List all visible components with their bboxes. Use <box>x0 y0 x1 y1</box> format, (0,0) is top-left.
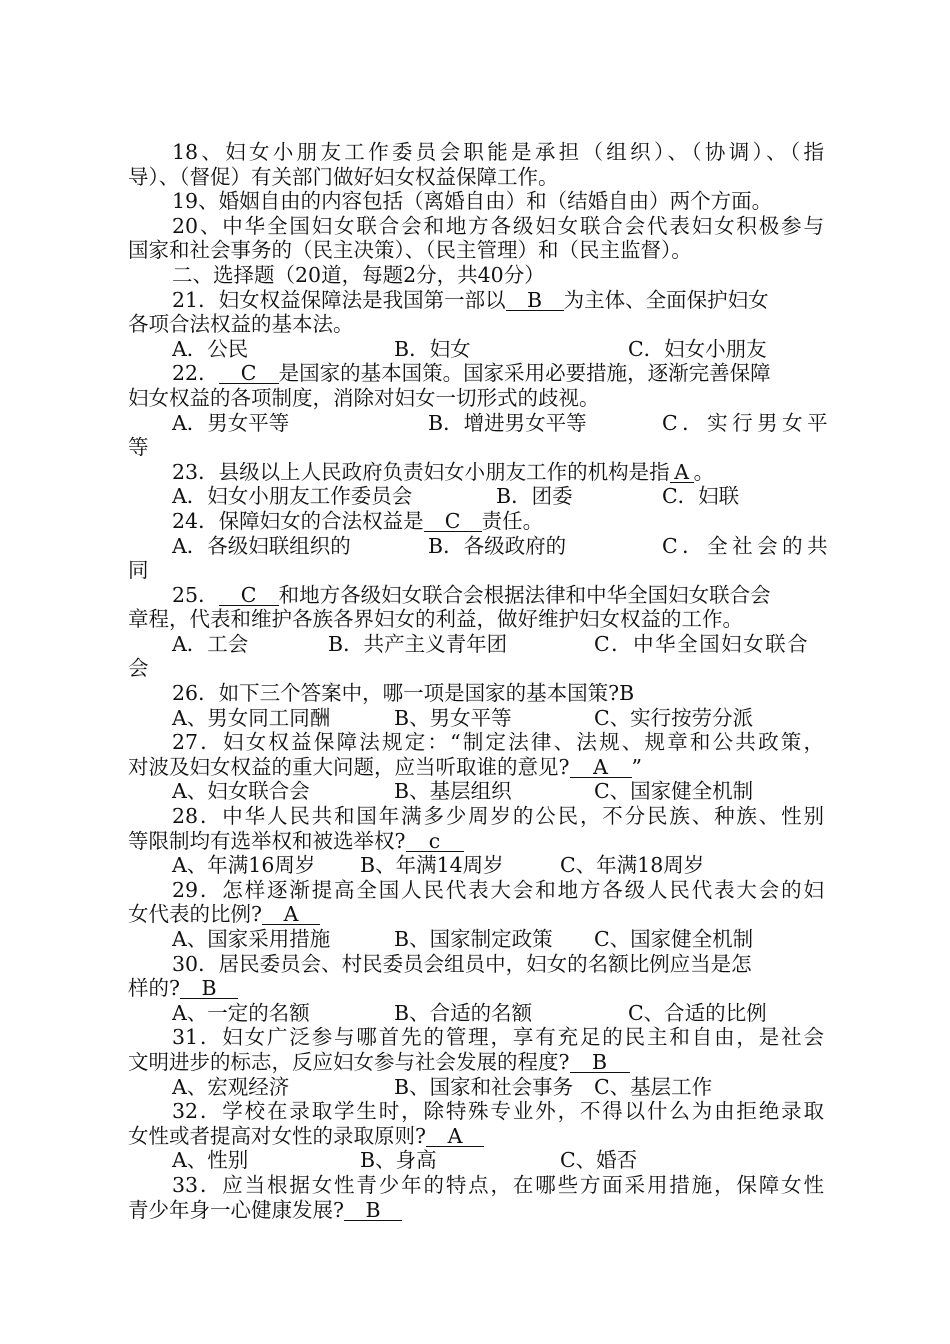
option-b: B．共产主义青年团 <box>328 631 508 656</box>
option-c: C．妇联 <box>662 484 740 509</box>
question-31: 31．妇女广泛参与哪首先的管理，享有充足的民主和自由，是社会 <box>172 1025 824 1050</box>
question-27-cont <box>128 755 824 780</box>
item-20-line-2: 国家和社会事务的（民主决策）、（民主管理）和（民主监督）。 <box>128 238 692 263</box>
option-a: A、男女同工同酬 <box>172 705 331 730</box>
option-a: A、国家采用措施 <box>172 927 331 951</box>
question-25-options <box>128 632 824 657</box>
question-23-options <box>128 484 824 509</box>
question-30: 30．居民委员会、村民委员会组员中，妇女的名额比例应当是怎 <box>172 951 752 976</box>
question-31-cont <box>128 1050 824 1075</box>
option-b: B．各级政府的 <box>428 533 567 558</box>
question-27: 27．妇女权益保障法规定：“制定法律、法规、规章和公共政策， <box>172 730 824 755</box>
question-text-tail: 。 <box>693 459 715 484</box>
answer-blank: A <box>262 904 320 925</box>
question-32-options <box>128 1148 824 1173</box>
option-b: B、年满14周岁 <box>360 853 504 878</box>
answer-blank: A <box>670 462 694 483</box>
question-21-options <box>128 337 824 362</box>
question-text: 样的? <box>128 976 180 1001</box>
option-c-wrap: 同 <box>128 558 149 583</box>
question-text: 青少年身一心健康发展? <box>128 1197 344 1222</box>
option-b: B．妇女 <box>394 336 471 361</box>
option-b: B、国家制定政策 <box>394 927 553 951</box>
option-b: B．增进男女平等 <box>428 410 587 435</box>
option-c: C、国家健全机制 <box>594 927 754 951</box>
question-text: 女性或者提高对女性的录取原则? <box>128 1123 426 1148</box>
question-30-options <box>128 1001 824 1026</box>
option-b: B、合适的名额 <box>394 1000 533 1025</box>
question-23 <box>128 460 824 485</box>
option-a: A．各级妇联组织的 <box>172 533 351 558</box>
question-text-tail: 责任。 <box>481 508 544 533</box>
document-page <box>128 140 833 1222</box>
option-a: A、年满16周岁 <box>172 853 316 878</box>
section-heading-choice: 二、选择题（20道，每题2分，共40分） <box>172 262 545 287</box>
question-33: 33．应当根据女性青少年的特点，在哪些方面采用措施，保障女性 <box>172 1172 824 1197</box>
option-c: C、基层工作 <box>594 1074 713 1099</box>
question-text-tail: ” <box>631 754 642 779</box>
option-c: C．实行男女平 <box>662 410 833 435</box>
item-18-line-1: 18、妇女小朋友工作委员会职能是承担（组织）、（协调）、（指 <box>172 140 824 164</box>
question-31-options <box>128 1075 824 1100</box>
item-20-line-1: 20、中华全国妇女联合会和地方各级妇女联合会代表妇女积极参与 <box>172 213 824 238</box>
question-22 <box>128 361 824 386</box>
option-a: A、妇女联合会 <box>172 779 310 804</box>
question-text: 24．保障妇女的合法权益是 <box>172 508 424 533</box>
question-22-cont: 妇女权益的各项制度，消除对妇女一切形式的歧视。 <box>128 385 600 410</box>
question-21-cont: 各项合法权益的基本法。 <box>128 312 354 337</box>
question-text-tail: 是国家的基本国策。国家采用必要措施，逐渐完善保障 <box>278 361 771 386</box>
option-c: C、合适的比例 <box>628 1000 767 1025</box>
question-text: 21．妇女权益保障法是我国第一部以 <box>172 287 506 312</box>
question-24-options <box>128 533 833 559</box>
answer-blank: B <box>344 1200 402 1221</box>
option-c: C．全社会的共 <box>662 533 833 558</box>
question-text: 对波及妇女权益的重大问题，应当听取谁的意见? <box>128 754 570 779</box>
option-c: C、国家健全机制 <box>594 779 754 804</box>
option-a: A、性别 <box>172 1148 249 1173</box>
question-28-options <box>128 853 824 878</box>
answer-blank: B <box>570 1052 630 1073</box>
question-text: 等限制均有选举权和被选举权? <box>128 828 406 853</box>
question-27-options <box>128 779 824 804</box>
question-21 <box>128 288 824 313</box>
option-a: A．男女平等 <box>172 410 290 435</box>
option-c: C、实行按劳分派 <box>594 705 754 730</box>
option-c: C、年满18周岁 <box>560 853 705 878</box>
item-18-line-2: 导）、（督促）有关部门做好妇女权益保障工作。 <box>128 164 559 189</box>
question-32-cont <box>128 1124 824 1149</box>
question-30-cont <box>128 976 824 1001</box>
answer-blank: c <box>406 831 464 852</box>
answer-blank: A <box>426 1126 484 1147</box>
question-text: 23．县级以上人民政府负责妇女小朋友工作的机构是指 <box>172 459 670 484</box>
question-24 <box>128 509 824 534</box>
question-33-cont <box>128 1198 824 1223</box>
question-text-tail: 和地方各级妇女联合会根据法律和中华全国妇女联合会 <box>278 582 771 607</box>
question-text-tail: 为主体、全面保护妇女 <box>563 287 769 312</box>
question-29-options <box>128 927 824 952</box>
answer-blank: A <box>570 757 632 778</box>
question-26: 26．如下三个答案中，哪一项是国家的基本国策?B <box>172 681 635 706</box>
question-29-cont <box>128 902 824 927</box>
option-b: B、基层组织 <box>394 779 512 804</box>
question-26-options <box>128 706 824 731</box>
option-c: C、婚否 <box>560 1148 638 1173</box>
answer-blank: C <box>424 511 482 532</box>
option-c: C．中华全国妇女联合 <box>594 631 810 656</box>
option-a: A．妇女小朋友工作委员会 <box>172 484 413 509</box>
option-c-wrap: 等 <box>128 435 149 460</box>
option-b: B、身高 <box>360 1148 437 1173</box>
question-text: 22． <box>172 361 219 386</box>
question-text: 25． <box>172 582 219 607</box>
option-b: B．团委 <box>496 484 573 509</box>
question-22-options <box>128 410 833 436</box>
answer-blank: B <box>180 978 238 999</box>
answer-blank: C <box>219 585 279 606</box>
answer-blank: B <box>506 290 564 311</box>
option-a: A．工会 <box>172 631 249 656</box>
question-text: 文明进步的标志，反应妇女参与社会发展的程度? <box>128 1049 570 1074</box>
option-a: A．公民 <box>172 336 249 361</box>
option-b: B、国家和社会事务 <box>394 1074 574 1099</box>
option-b: B、男女平等 <box>394 705 512 730</box>
item-19: 19、婚姻自由的内容包括（离婚自由）和（结婚自由）两个方面。 <box>172 189 773 214</box>
option-a: A、一定的名额 <box>172 1000 310 1025</box>
answer-blank: C <box>219 363 279 384</box>
option-c-wrap: 会 <box>128 656 149 681</box>
question-28-cont <box>128 829 824 854</box>
question-text: 女代表的比例? <box>128 902 262 927</box>
question-25 <box>128 583 824 608</box>
option-c: C．妇女小朋友 <box>628 336 767 361</box>
option-a: A、宏观经济 <box>172 1074 290 1099</box>
question-25-cont: 章程，代表和维护各族各界妇女的利益，做好维护妇女权益的工作。 <box>128 607 743 632</box>
question-28: 28．中华人民共和国年满多少周岁的公民，不分民族、种族、性别 <box>172 804 824 829</box>
question-32: 32．学校在录取学生时，除特殊专业外，不得以什么为由拒绝录取 <box>172 1099 824 1124</box>
question-29: 29．怎样逐渐提高全国人民代表大会和地方各级人民代表大会的妇 <box>172 877 824 902</box>
